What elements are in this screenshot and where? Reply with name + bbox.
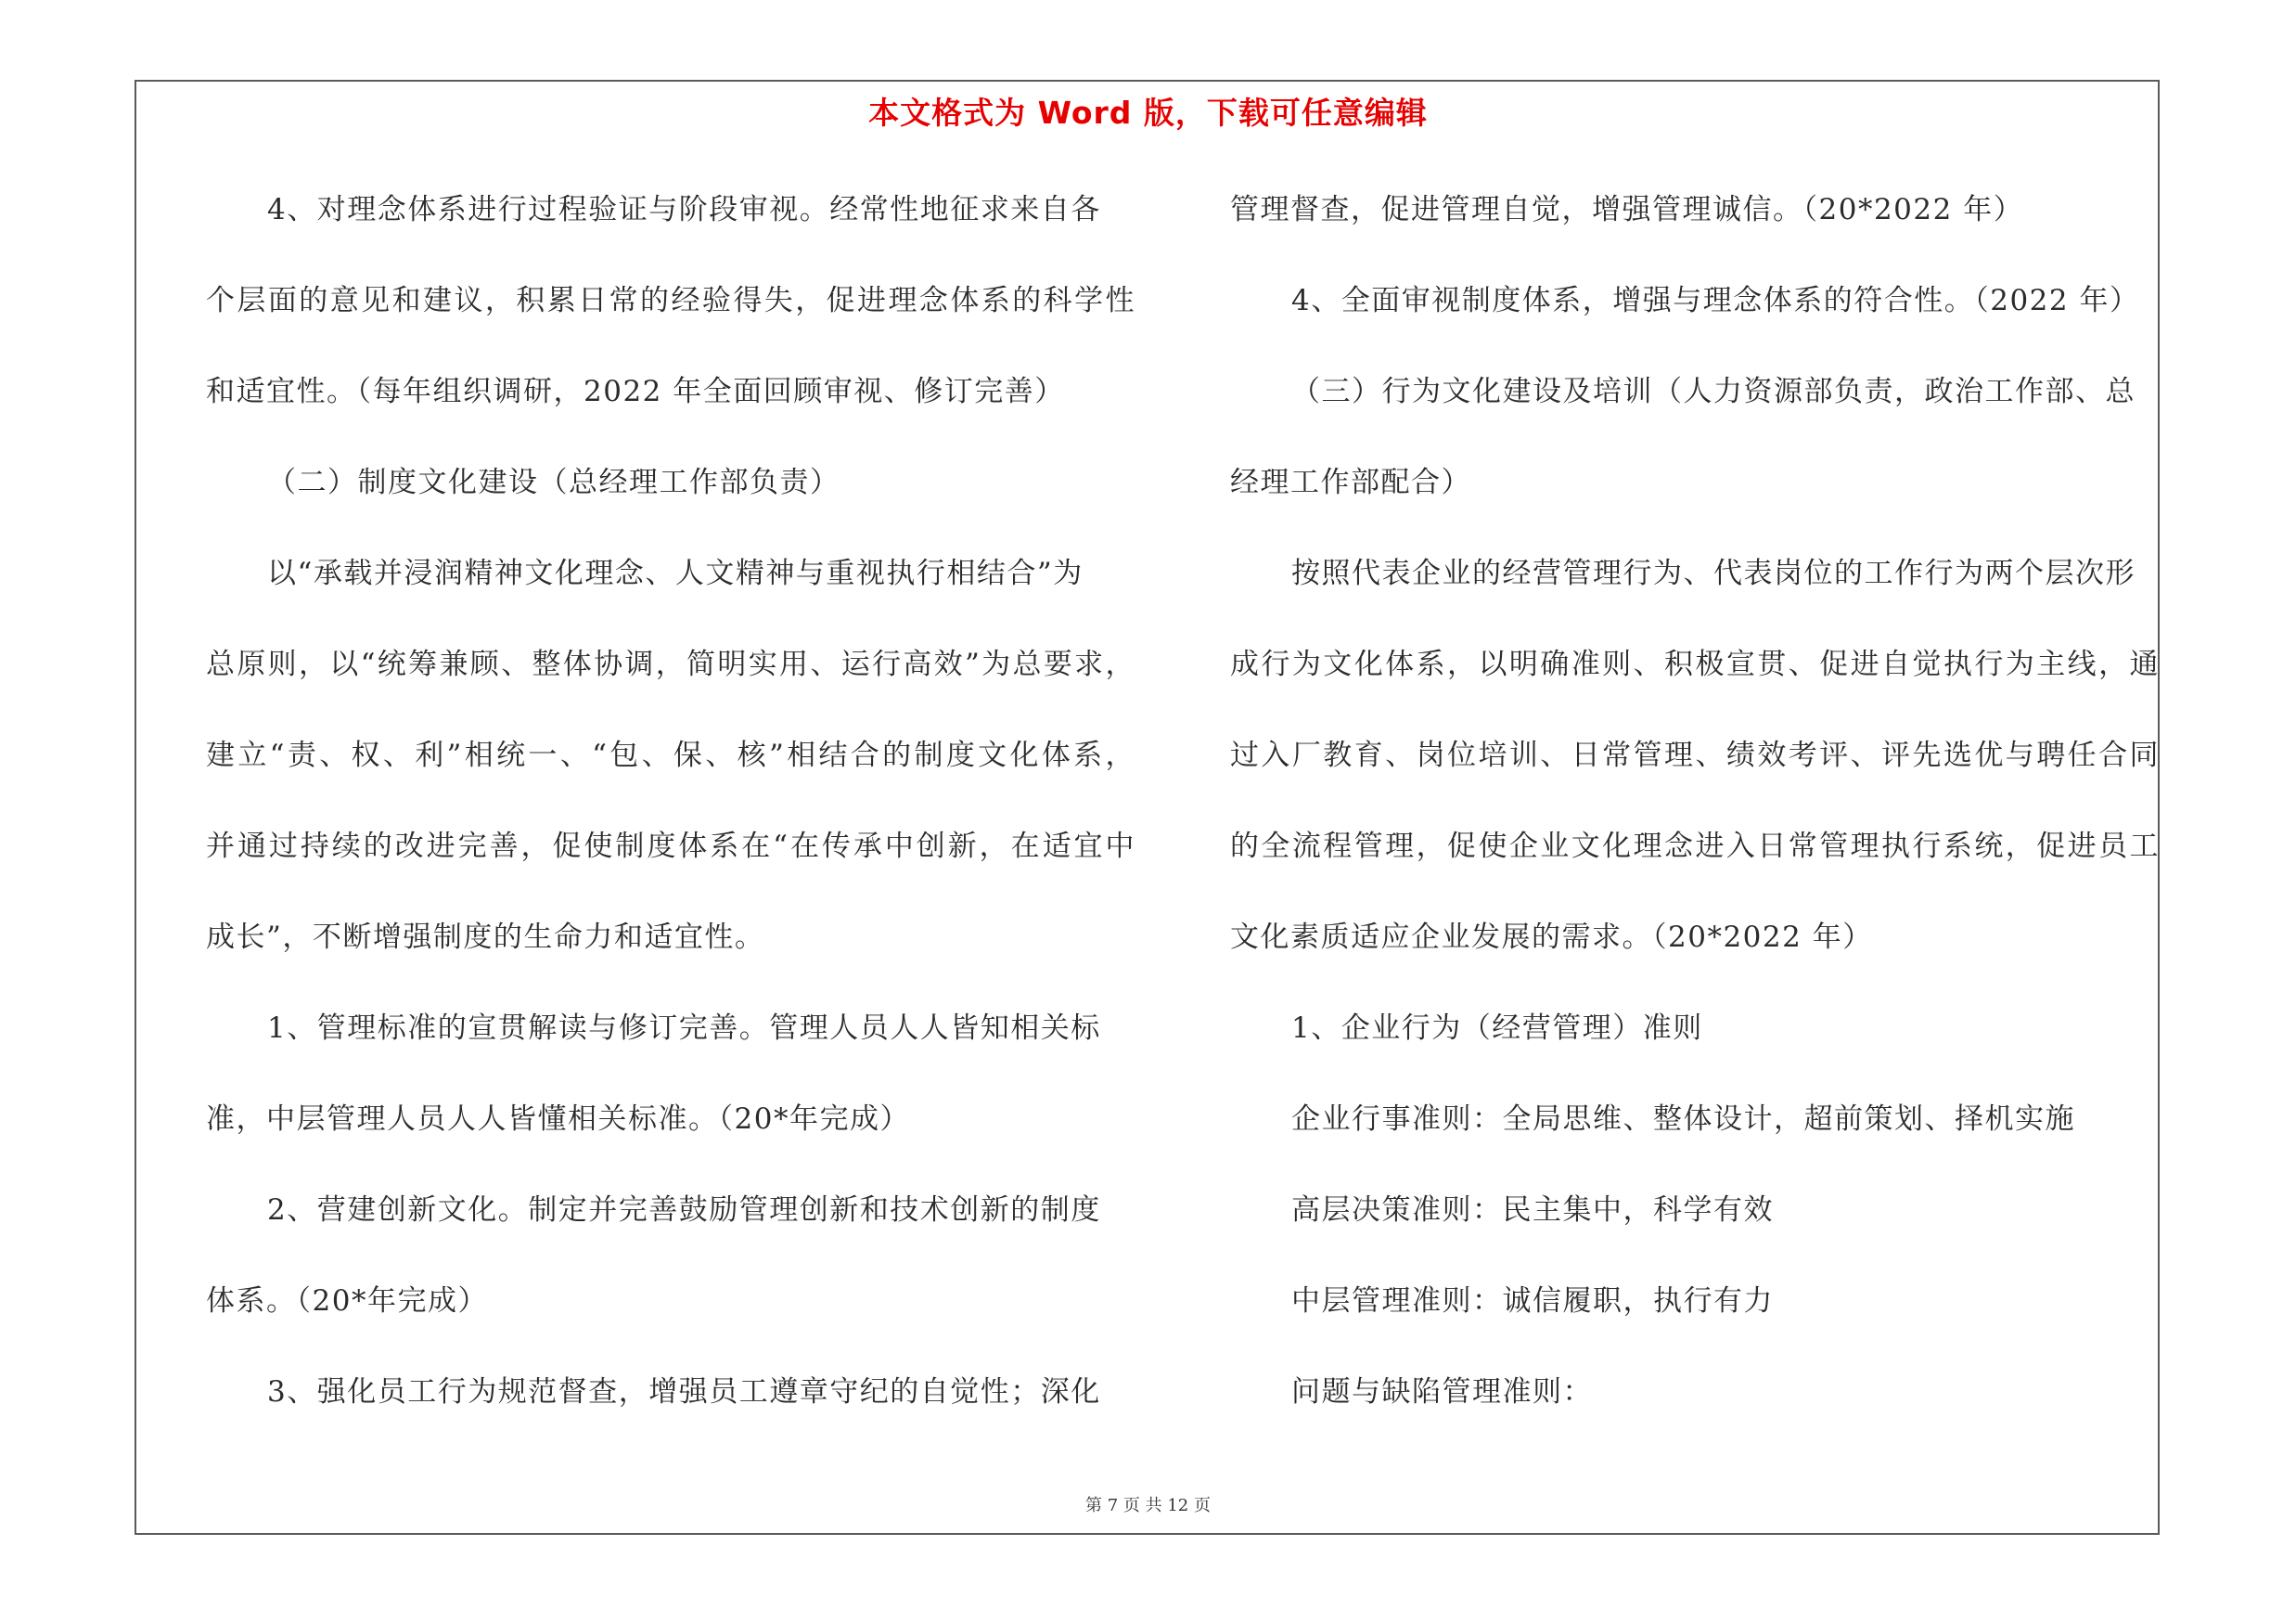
paragraph-line: 3、强化员工行为规范督查，增强员工遵章守纪的自觉性；深化: [267, 1375, 1101, 1409]
rule-line: 问题与缺陷管理准则：: [1291, 1375, 1593, 1409]
paragraph-line: 成长”，不断增强制度的生命力和适宜性。: [206, 921, 765, 954]
paragraph-line: 准，中层管理人员人人皆懂相关标准。（20*年完成）: [206, 1102, 910, 1136]
right-column: [1230, 184, 2160, 1457]
paragraph-line: 总原则，以“统筹兼顾、整体协调，简明实用、运行高效”为总要求，: [206, 648, 1135, 681]
rule-line: 中层管理准则：诚信履职，执行有力: [1291, 1284, 1774, 1318]
subsection-heading: 1、企业行为（经营管理）准则: [1291, 1011, 1703, 1045]
paragraph-line: 过入厂教育、岗位培训、日常管理、绩效考评、评先选优与聘任合同: [1230, 739, 2160, 772]
paragraph-line: 按照代表企业的经营管理行为、代表岗位的工作行为两个层次形: [1291, 557, 2136, 590]
page-number: 第 7 页 共 12 页: [1085, 1496, 1211, 1515]
paragraph-line: 4、对理念体系进行过程验证与阶段审视。经常性地征求来自各: [267, 193, 1101, 226]
editable-notice-banner: 本文格式为 Word 版，下载可任意编辑: [868, 95, 1428, 131]
paragraph-line: 文化素质适应企业发展的需求。（20*2022 年）: [1230, 921, 1873, 954]
paragraph-line: 2、营建创新文化。制定并完善鼓励管理创新和技术创新的制度: [267, 1193, 1101, 1227]
paragraph-line: 和适宜性。（每年组织调研，2022 年全面回顾审视、修订完善）: [206, 375, 1065, 408]
paragraph-line: 管理督查，促进管理自觉，增强管理诚信。（20*2022 年）: [1230, 193, 2024, 226]
paragraph-line: 并通过持续的改进完善，促使制度体系在“在传承中创新，在适宜中: [206, 830, 1135, 863]
paragraph-line: 体系。（20*年完成）: [206, 1284, 488, 1318]
paragraph-line: 4、全面审视制度体系，增强与理念体系的符合性。（2022 年）: [1291, 284, 2140, 317]
section-heading-cont: 经理工作部配合）: [1230, 466, 1471, 499]
paragraph-line: 成行为文化体系，以明确准则、积极宣贯、促进自觉执行为主线，通: [1230, 648, 2160, 681]
rule-line: 高层决策准则：民主集中，科学有效: [1291, 1193, 1774, 1227]
section-heading: （三）行为文化建设及培训（人力资源部负责，政治工作部、总: [1291, 375, 2136, 408]
paragraph-line: 以“承载并浸润精神文化理念、人文精神与重视执行相结合”为: [267, 557, 1084, 590]
paragraph-line: 的全流程管理，促使企业文化理念进入日常管理执行系统，促进员工: [1230, 830, 2160, 863]
paragraph-line: 建立“责、权、利”相统一、“包、保、核”相结合的制度文化体系，: [206, 739, 1135, 772]
left-column: [206, 184, 1135, 1457]
rule-line: 企业行事准则：全局思维、整体设计，超前策划、择机实施: [1291, 1102, 2075, 1136]
paragraph-line: 个层面的意见和建议，积累日常的经验得失，促进理念体系的科学性: [206, 284, 1135, 317]
paragraph-line: 1、管理标准的宣贯解读与修订完善。管理人员人人皆知相关标: [267, 1011, 1101, 1045]
section-heading: （二）制度文化建设（总经理工作部负责）: [267, 466, 840, 499]
